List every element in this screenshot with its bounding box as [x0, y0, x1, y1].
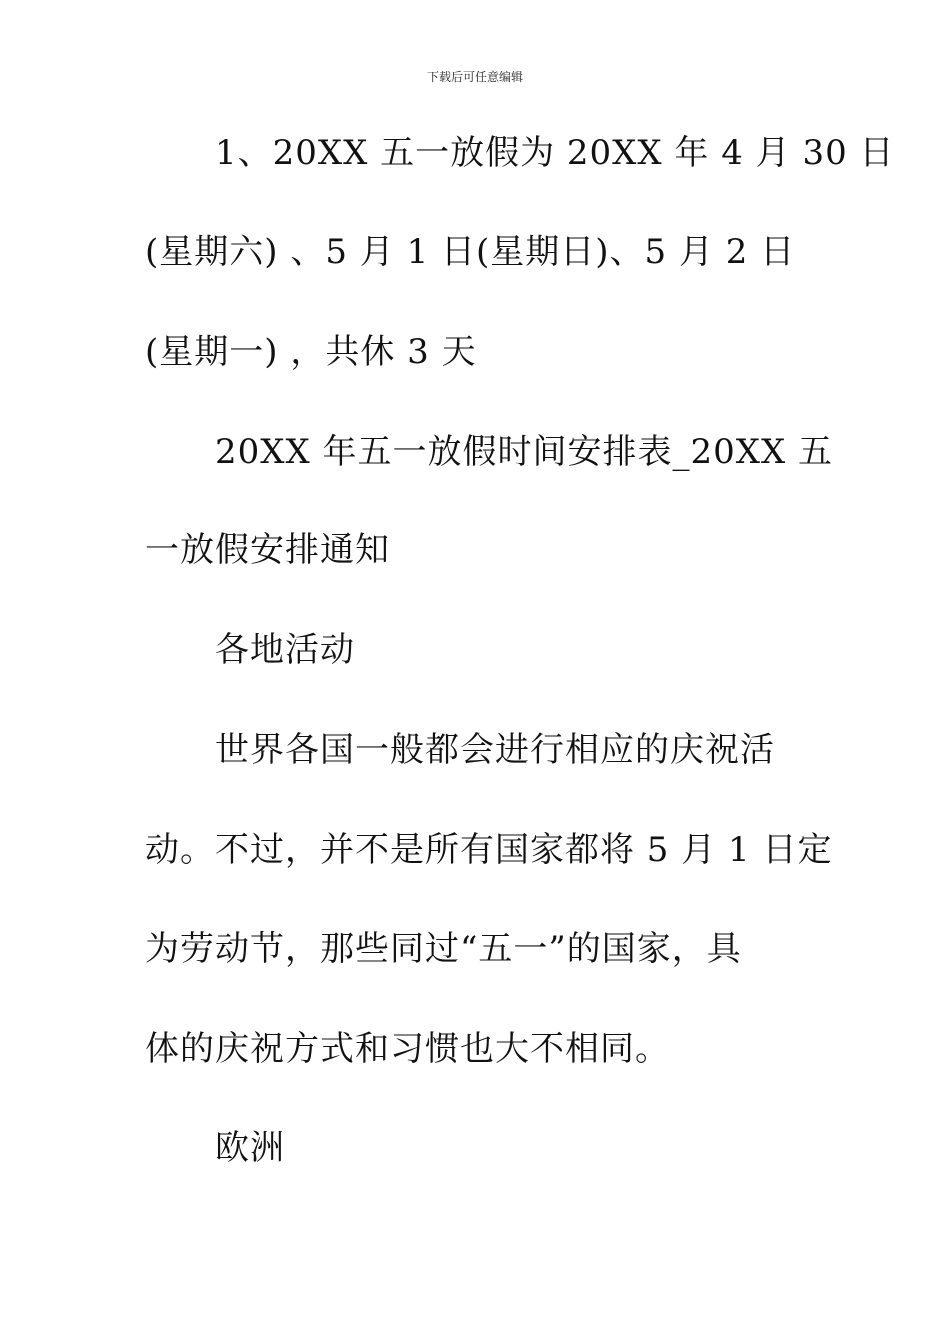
paragraph-line: 一放假安排通知: [145, 530, 390, 570]
page-header: 下载后可任意编辑: [426, 70, 523, 84]
paragraph-line: 体的庆祝方式和习惯也大不相同。: [145, 1029, 670, 1069]
section-heading: 欧洲: [215, 1128, 285, 1168]
paragraph-line: 为劳动节，那些同过“五一”的国家，具: [145, 929, 742, 969]
section-heading: 各地活动: [215, 630, 355, 670]
paragraph-line: 1、20XX 五一放假为 20XX 年 4 月 30 日: [215, 133, 895, 173]
paragraph-line: 动。不过，并不是所有国家都将 5 月 1 日定: [145, 830, 833, 870]
paragraph-line: 20XX 年五一放假时间安排表_20XX 五: [215, 432, 833, 472]
paragraph-line: 世界各国一般都会进行相应的庆祝活: [215, 730, 775, 770]
paragraph-line: (星期一) ，共休 3 天: [145, 332, 477, 372]
paragraph-line: (星期六) 、5 月 1 日(星期日)、5 月 2 日: [145, 232, 796, 272]
